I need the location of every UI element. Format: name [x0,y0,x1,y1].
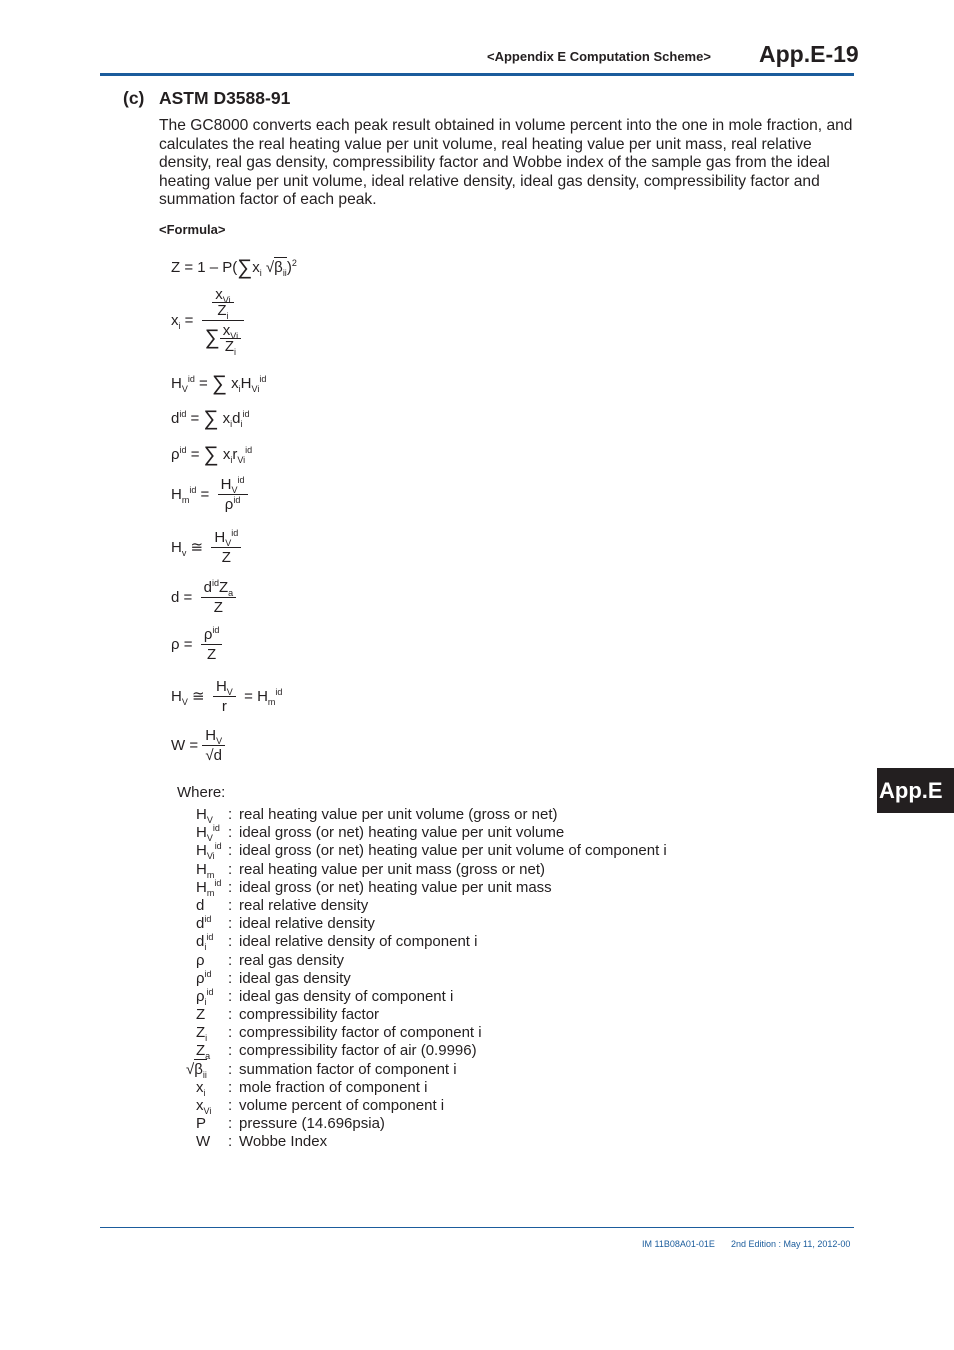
definition-text: real gas density [239,951,345,969]
formula-hv-real: $H_v$ ≅ $\frac{H_V^{id}}{Z}$ [171,530,241,565]
section-title: ASTM D3588-91 [159,88,291,108]
definition-text: ideal gross (or net) heating value per unit volume of component i [239,842,667,860]
definition-text: ideal gas density [239,969,351,987]
formula-d-real: d = $\frac{d^{id}Z_a}{Z}$ [171,580,236,615]
definition-text: ideal relative density of component i [239,933,478,951]
formula-hm-ideal: $H_m^{id}$ = $\frac{H_V^{id}}{\rho^{id}}$ [171,477,248,512]
formula-hv-ideal: $H_V^{id}$ = ∑ $x_iH_{Vi}^{id}$ [171,372,267,395]
formula-wobbe: W = $\frac{H_V}{√d}$ [171,728,225,763]
definition-text: real relative density [239,896,369,914]
definition-text: compressibility factor of air (0.9996) [239,1042,477,1060]
header-section-name: <Appendix E Computation Scheme> [487,49,711,64]
definition-text: ideal gross (or net) heating value per unit volume [239,824,565,842]
definition-text: ideal relative density [239,915,375,933]
definition-text: real heating value per unit volume (gross or net) [239,806,558,823]
appendix-side-tab: App.E [877,768,954,813]
definition-text: ideal gas density of component i [239,987,454,1005]
definition-text: real heating value per unit mass (gross or net) [239,860,545,878]
formula-hv-mass: $H_V$ ≅ $\frac{H_V}{r}$ = $H_m^{id}$ [171,678,283,715]
header-rule [100,73,854,76]
formula-z: $Z = 1 - P(\sum x_i$ $√\beta_{ii})^2$ [171,256,297,279]
formula-rho-ideal: $\rho^{id}$ = ∑ $x_ir_{Vi}^{id}$ [171,443,253,466]
intro-paragraph: The GC8000 converts each peak result obtained in volume percent into the one in mole fraction, and calculates the real heating value per unit volume, real heating value per unit mass, real relative density, real gas density, compressibility factor and Wobbe index of the sample gas from the ideal heating value per unit volume, ideal relative density, ideal gas density, compressibility factor and summation factor of each peak. [159,117,853,208]
definition-text: summation factor of component i [239,1060,457,1078]
definition-text: Wobbe Index [239,1133,328,1151]
formula-label: <Formula> [159,222,226,237]
definition-text: ideal gross (or net) heating value per unit mass [239,878,552,896]
formula-d-ideal: $d^{id}$ = ∑ $x_id_i^{id}$ [171,407,250,430]
section-number: (c) [123,88,145,108]
definition-text: compressibility factor of component i [239,1024,482,1042]
definition-text: volume percent of component i [239,1097,445,1114]
definition-text: compressibility factor [239,1006,380,1024]
footer-edition: 2nd Edition : May 11, 2012-00 [731,1239,851,1249]
formula-xi: $x_i$ = $\frac{x_{Vi}}{Z_i}$ ∑ $\frac{x_{Vi}}{Z_i}$ [171,287,244,354]
definition-text: pressure (14.696psia) [239,1115,385,1133]
header-page-number: App.E-19 [759,41,859,67]
definition-text: mole fraction of component i [239,1078,428,1096]
formula-rho-real: ρ = $\frac{\rho^{id}}{Z}$ [171,627,222,662]
footer-doc-number: IM 11B08A01-01E [642,1239,715,1249]
footer-rule [100,1227,854,1228]
where-label: Where: [177,784,226,801]
